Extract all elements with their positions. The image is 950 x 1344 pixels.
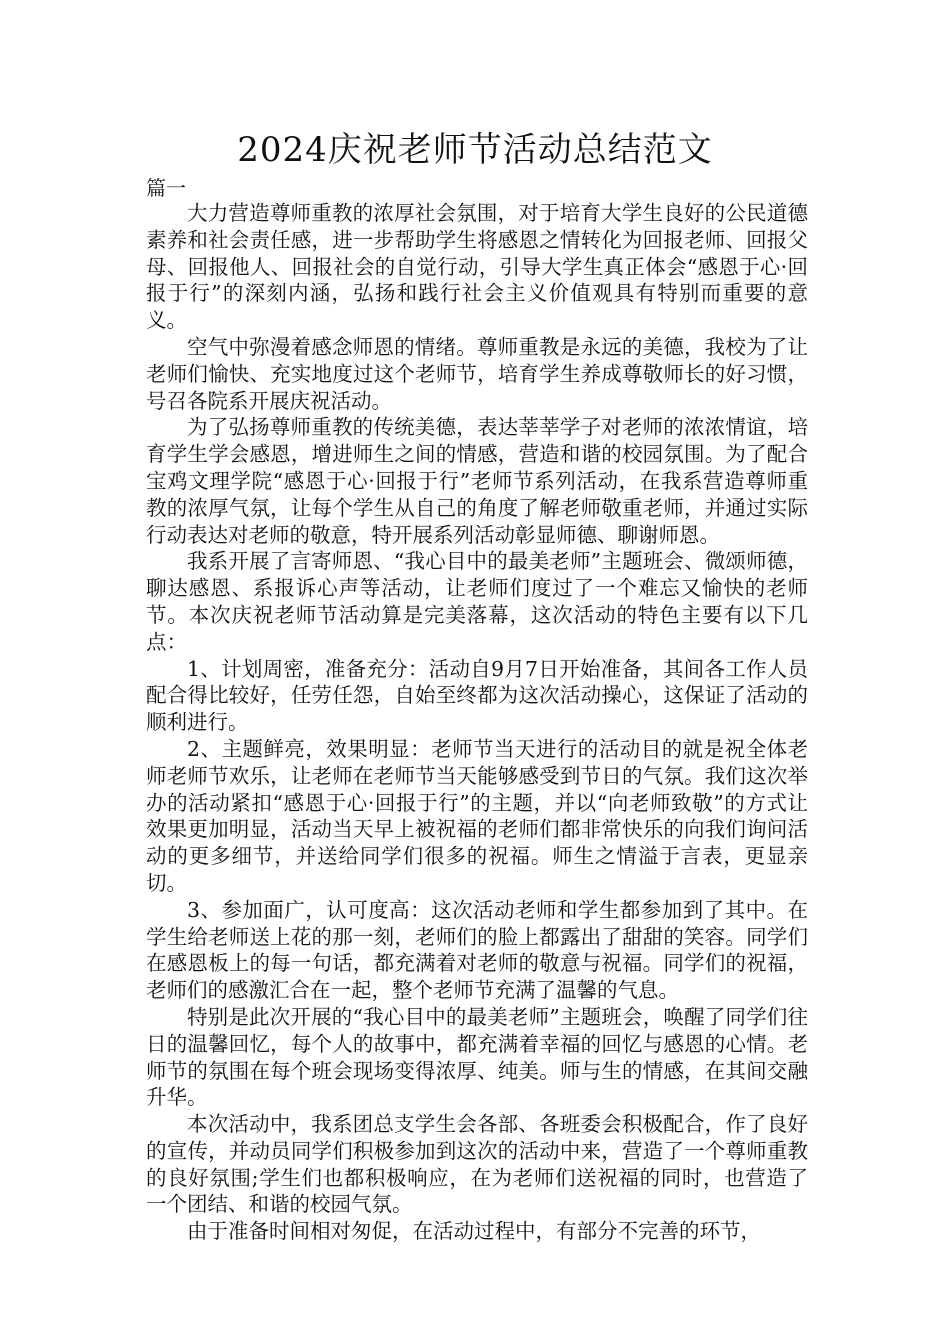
paragraph: 由于准备时间相对匆促，在活动过程中，有部分不完善的环节， [187, 1219, 761, 1244]
document-title: 2024庆祝老师节活动总结范文 [237, 130, 713, 170]
paragraph: 空气中弥漫着感念师恩的情绪。尊师重教是永远的美德，我校为了让老师们愉快、充实地度过这个老师节，培育学生养成尊敬师长的好习惯，号召各院系开展庆祝活动。 [146, 334, 808, 413]
section-label: 篇一 [146, 176, 186, 200]
paragraph: 大力营造尊师重教的浓厚社会氛围，对于培育大学生良好的公民道德素养和社会责任感，进一步帮助学生将感恩之情转化为回报老师、回报父母、回报他人、回报社会的自觉行动，引导大学生真正体会“感恩于心·回报于行”的深刻内涵，弘扬和践行社会主义价值观具有特别而重要的意义。 [146, 201, 808, 333]
paragraph: 1、计划周密，准备充分：活动自9月7日开始准备，其间各工作人员配合得比较好，任劳任怨，自始至终都为这次活动操心，这保证了活动的顺利进行。 [146, 656, 808, 735]
paragraph: 2、主题鲜亮，效果明显：老师节当天进行的活动目的就是祝全体老师老师节欢乐，让老师在老师节当天能够感受到节日的气氛。我们这次举办的活动紧扣“感恩于心·回报于行”的主题，并以“向老师致敬”的方式让效果更加明显，活动当天早上被祝福的老师们都非常快乐的向我们询问活动的更多细节，并送给同学们很多的祝福。师生之情溢于言表，更显亲切。 [146, 736, 808, 895]
paragraph: 为了弘扬尊师重教的传统美德，表达莘莘学子对老师的浓浓情谊，培育学生学会感恩，增进师生之间的情感，营造和谐的校园氛围。为了配合宝鸡文理学院“感恩于心·回报于行”老师节系列活动，在我系营造尊师重教的浓厚气氛，让每个学生从自己的角度了解老师敬重老师，并通过实际行动表达对老师的敬意，特开展系列活动彰显师德、聊谢师恩。 [146, 415, 808, 547]
paragraph: 3、参加面广，认可度高：这次活动老师和学生都参加到了其中。在学生给老师送上花的那一刻，老师们的脸上都露出了甜甜的笑容。同学们在感恩板上的每一句话，都充满着对老师的敬意与祝福。同学们的祝福，老师们的感激汇合在一起，整个老师节充满了温馨的气息。 [146, 897, 808, 1003]
paragraph: 特别是此次开展的“我心目中的最美老师”主题班会，唤醒了同学们往日的温馨回忆，每个人的故事中，都充满着幸福的回忆与感恩的心情。老师节的氛围在每个班会现场变得浓厚、纯美。师与生的情感，在其间交融升华。 [146, 1004, 808, 1110]
paragraph: 我系开展了言寄师恩、“我心目中的最美老师”主题班会、微颂师德，聊达感恩、系报诉心声等活动，让老师们度过了一个难忘又愉快的老师节。本次庆祝老师节活动算是完美落幕，这次活动的特色主要有以下几点： [146, 549, 808, 654]
paragraph: 本次活动中，我系团总支学生会各部、各班委会积极配合，作了良好的宣传，并动员同学们积极参加到这次的活动中来，营造了一个尊师重教的良好氛围;学生们也都积极响应，在为老师们送祝福的同时，也营造了一个团结、和谐的校园气氛。 [146, 1112, 808, 1217]
document-body [146, 200, 808, 1245]
